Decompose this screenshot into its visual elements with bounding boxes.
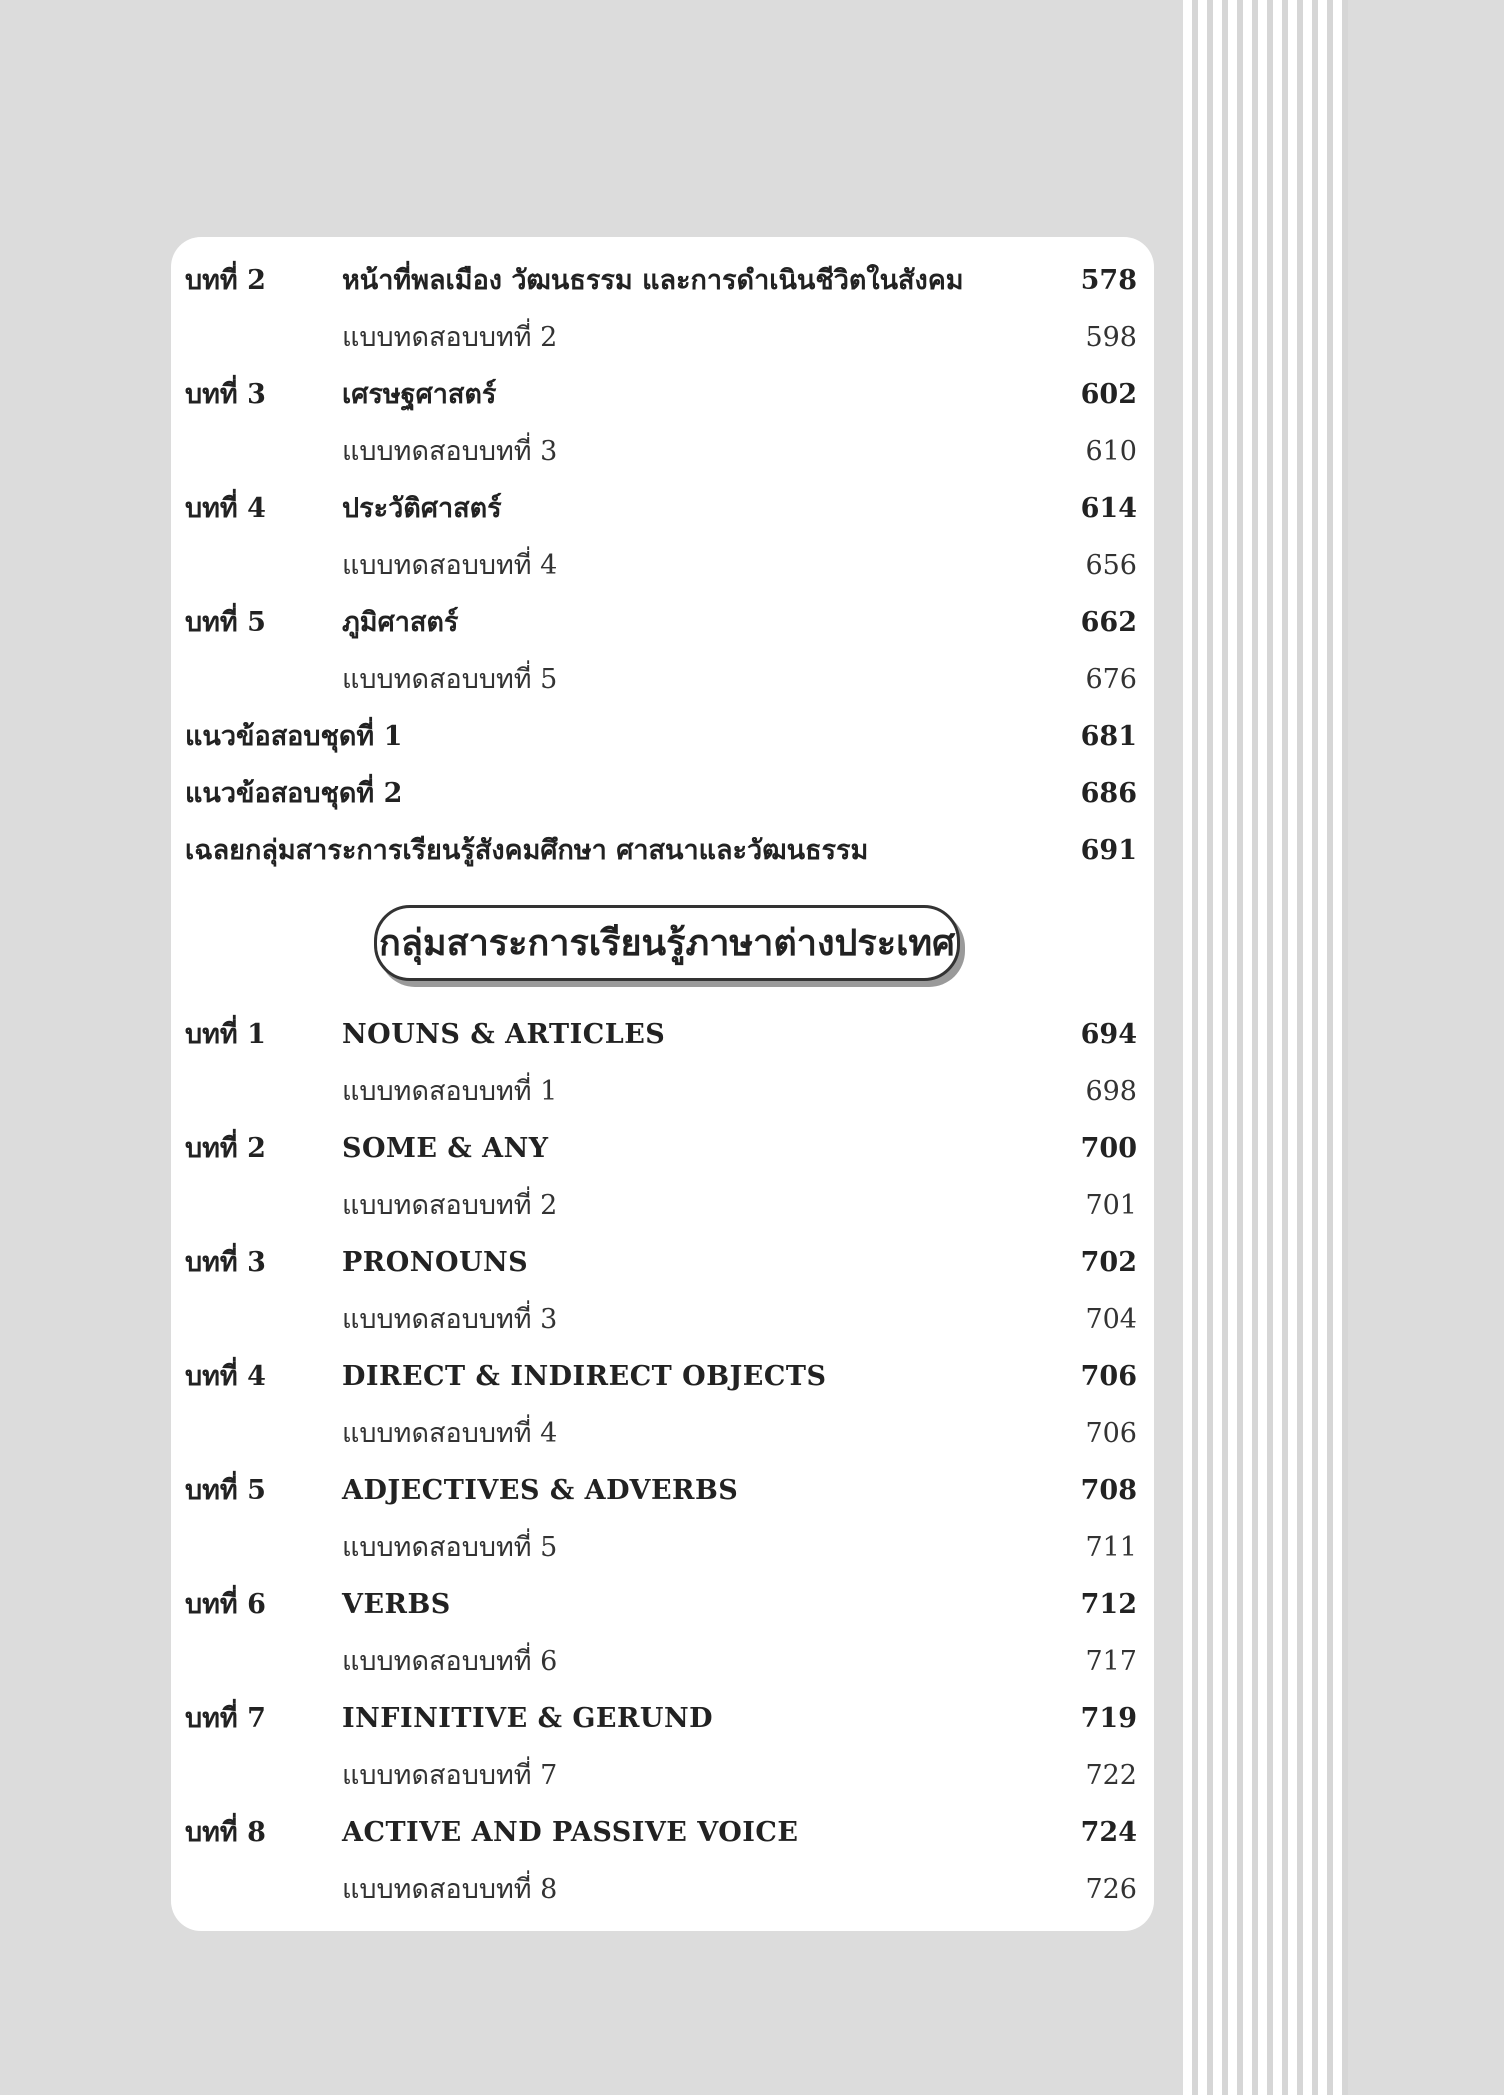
toc-entry[interactable] (171, 1405, 1154, 1462)
chapter-title: VERBS (342, 1589, 451, 1620)
chapter-label: บทที่ 8 (185, 1817, 266, 1848)
toc-entry[interactable] (171, 594, 1154, 651)
page-number: 726 (1085, 1874, 1137, 1905)
toc-entry[interactable] (171, 537, 1154, 594)
page-number: 676 (1085, 664, 1137, 695)
chapter-label: บทที่ 3 (185, 1247, 266, 1278)
toc-entry[interactable] (171, 1747, 1154, 1804)
chapter-title: ประวัติศาสตร์ (342, 493, 502, 524)
exercise-title: แบบทดสอบบทที่ 3 (342, 1304, 558, 1335)
exercise-title: แบบทดสอบบทที่ 7 (342, 1760, 558, 1791)
page-number: 719 (1080, 1703, 1137, 1734)
section-heading-banner: กลุ่มสาระการเรียนรู้ภาษาต่างประเทศ (374, 905, 960, 981)
toc-entry[interactable] (171, 765, 1154, 822)
page-number: 610 (1085, 436, 1137, 467)
toc-entry[interactable] (171, 1804, 1154, 1861)
page-number: 614 (1080, 493, 1137, 524)
page-number: 656 (1085, 550, 1137, 581)
page-number: 602 (1080, 379, 1137, 410)
toc-entry[interactable] (171, 1120, 1154, 1177)
page-number: 598 (1085, 322, 1137, 353)
page-number: 722 (1085, 1760, 1137, 1791)
toc-entry[interactable] (171, 309, 1154, 366)
exercise-title: แบบทดสอบบทที่ 3 (342, 436, 558, 467)
toc-entry[interactable] (171, 366, 1154, 423)
toc-entry[interactable] (171, 1462, 1154, 1519)
chapter-title: SOME & ANY (342, 1133, 549, 1164)
chapter-title: เศรษฐศาสตร์ (342, 379, 497, 410)
page-number: 578 (1080, 265, 1137, 296)
toc-entry[interactable] (171, 1576, 1154, 1633)
page-number: 724 (1080, 1817, 1137, 1848)
chapter-label: บทที่ 7 (185, 1703, 266, 1734)
toc-entry[interactable] (171, 708, 1154, 765)
page-number: 686 (1080, 778, 1137, 809)
page-number: 702 (1080, 1247, 1137, 1278)
toc-entry[interactable] (171, 822, 1154, 879)
chapter-label: บทที่ 2 (185, 1133, 266, 1164)
page-number: 662 (1080, 607, 1137, 638)
exercise-title: แบบทดสอบบทที่ 1 (342, 1076, 558, 1107)
chapter-title: NOUNS & ARTICLES (342, 1019, 666, 1050)
chapter-label: บทที่ 6 (185, 1589, 266, 1620)
exercise-title: แบบทดสอบบทที่ 2 (342, 1190, 558, 1221)
page-number: 706 (1085, 1418, 1137, 1449)
chapter-title: ACTIVE AND PASSIVE VOICE (342, 1817, 799, 1848)
toc-entry[interactable] (171, 1006, 1154, 1063)
toc-entry[interactable] (171, 651, 1154, 708)
exercise-title: แบบทดสอบบทที่ 5 (342, 664, 558, 695)
exercise-title: แบบทดสอบบทที่ 2 (342, 322, 558, 353)
page-number: 681 (1080, 721, 1137, 752)
toc-entry[interactable] (171, 480, 1154, 537)
page-number: 717 (1085, 1646, 1137, 1677)
page-number: 708 (1080, 1475, 1137, 1506)
page-number: 711 (1085, 1532, 1137, 1563)
chapter-title: PRONOUNS (342, 1247, 529, 1278)
practice-exam-title: แนวข้อสอบชุดที่ 2 (185, 778, 403, 809)
chapter-label: บทที่ 5 (185, 1475, 266, 1506)
page-number: 694 (1080, 1019, 1137, 1050)
toc-entry[interactable] (171, 1519, 1154, 1576)
exercise-title: แบบทดสอบบทที่ 5 (342, 1532, 558, 1563)
page-number: 701 (1085, 1190, 1137, 1221)
toc-entry[interactable] (171, 1690, 1154, 1747)
page-number: 700 (1080, 1133, 1137, 1164)
chapter-label: บทที่ 3 (185, 379, 266, 410)
exercise-title: แบบทดสอบบทที่ 8 (342, 1874, 558, 1905)
practice-exam-title: แนวข้อสอบชุดที่ 1 (185, 721, 403, 752)
toc-entry[interactable] (171, 1348, 1154, 1405)
answer-key-title: เฉลยกลุ่มสาระการเรียนรู้สังคมศึกษา ศาสนาและวัฒนธรรม (185, 835, 869, 866)
chapter-title: DIRECT & INDIRECT OBJECTS (342, 1361, 827, 1392)
chapter-title: หน้าที่พลเมือง วัฒนธรรม และการดำเนินชีวิตในสังคม (342, 265, 964, 296)
toc-entry[interactable] (171, 252, 1154, 309)
chapter-label: บทที่ 4 (185, 1361, 266, 1392)
page-number: 691 (1080, 835, 1137, 866)
chapter-title: ADJECTIVES & ADVERBS (342, 1475, 739, 1506)
chapter-label: บทที่ 2 (185, 265, 266, 296)
exercise-title: แบบทดสอบบทที่ 4 (342, 550, 558, 581)
toc-entry[interactable] (171, 1234, 1154, 1291)
chapter-label: บทที่ 5 (185, 607, 266, 638)
chapter-label: บทที่ 1 (185, 1019, 266, 1050)
toc-entry[interactable] (171, 1063, 1154, 1120)
toc-entry[interactable] (171, 1177, 1154, 1234)
chapter-label: บทที่ 4 (185, 493, 266, 524)
chapter-title: INFINITIVE & GERUND (342, 1703, 714, 1734)
toc-entry[interactable] (171, 1291, 1154, 1348)
exercise-title: แบบทดสอบบทที่ 6 (342, 1646, 558, 1677)
chapter-title: ภูมิศาสตร์ (342, 607, 459, 638)
exercise-title: แบบทดสอบบทที่ 4 (342, 1418, 558, 1449)
toc-entry[interactable] (171, 423, 1154, 480)
toc-entry[interactable] (171, 1861, 1154, 1918)
page-number: 712 (1080, 1589, 1137, 1620)
page-number: 698 (1085, 1076, 1137, 1107)
page-number: 704 (1085, 1304, 1137, 1335)
toc-entry[interactable] (171, 1633, 1154, 1690)
page-number: 706 (1080, 1361, 1137, 1392)
decorative-stripes (1183, 0, 1348, 2095)
